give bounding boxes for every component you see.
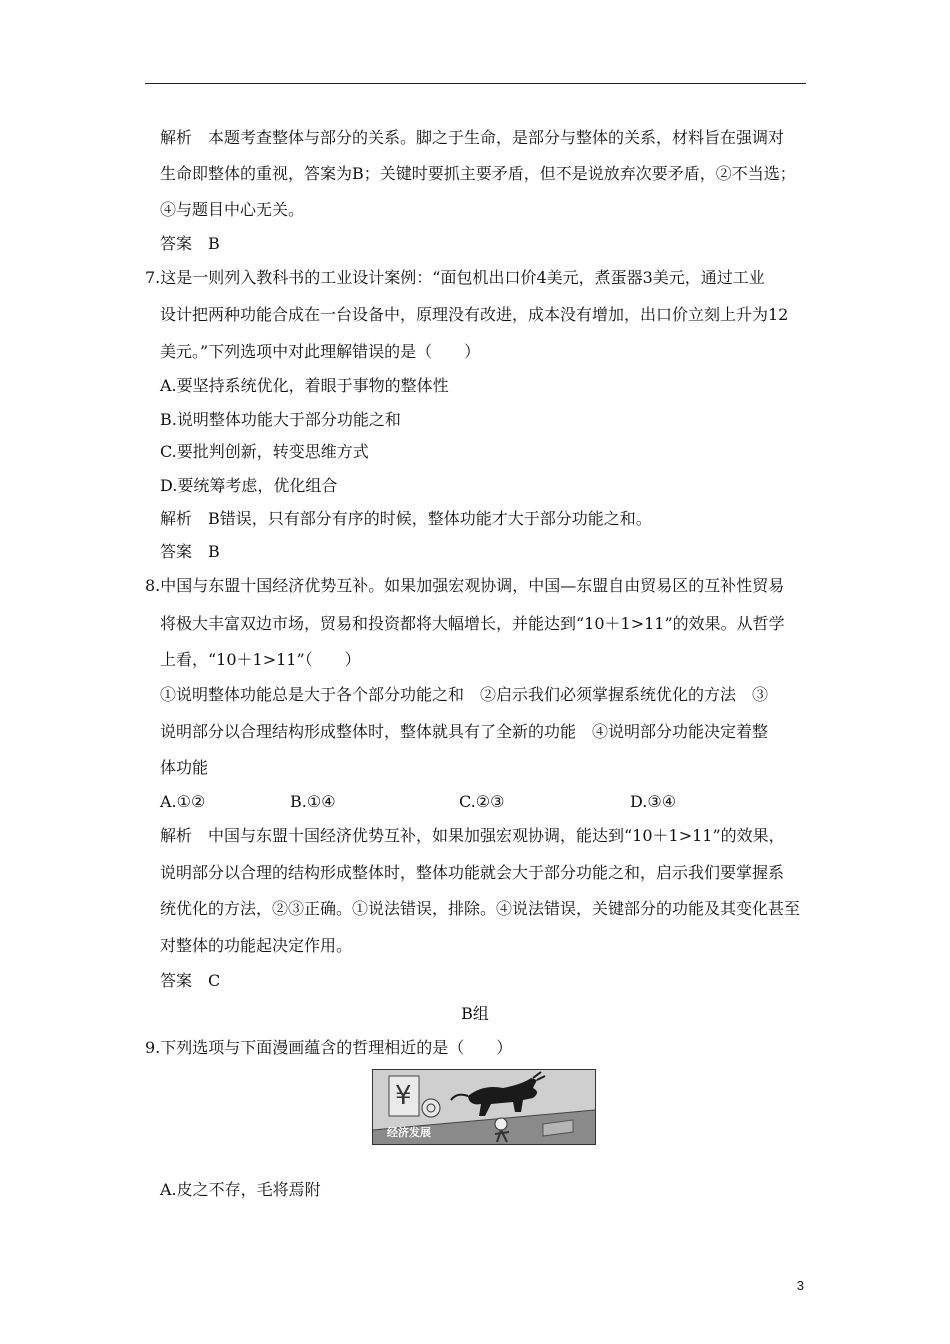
q8-statement-line-3: 体功能 <box>160 758 209 777</box>
q8-answer: 答案 C <box>160 971 221 990</box>
q7-stem-line-1: 7.这是一则列入教科书的工业设计案例：“面包机出口价4美元，煮蛋器3美元，通过工业 <box>145 268 765 287</box>
q8-statement-line-1: ①说明整体功能总是大于各个部分功能之和 ②启示我们必须掌握系统优化的方法 ③ <box>160 685 769 704</box>
q7-stem-line-2: 设计把两种功能合成在一台设备中，原理没有改进，成本没有增加，出口价立刻上升为12 <box>160 305 789 324</box>
q8-analysis-line-4: 对整体的功能起决定作用。 <box>160 936 353 955</box>
q8-analysis-line-1: 解析 中国与东盟十国经济优势互补，如果加强宏观协调，能达到“10＋1>11”的效果， <box>160 826 785 845</box>
q7-option-c: C.要批判创新，转变思维方式 <box>160 442 369 461</box>
q8-option-b: B.①④ <box>290 792 336 811</box>
q6-answer: 答案 B <box>160 234 220 253</box>
q8-analysis-line-3: 统优化的方法，②③正确。①说法错误，排除。④说法错误，关键部分的功能及其变化甚至 <box>160 899 801 918</box>
q7-stem-line-3: 美元。”下列选项中对此理解错误的是（ ） <box>160 342 481 361</box>
q7-option-a: A.要坚持系统优化，着眼于事物的整体性 <box>160 376 449 395</box>
q7-analysis: 解析 B错误，只有部分有序的时候，整体功能才大于部分功能之和。 <box>160 509 652 528</box>
q6-analysis-line-2: 生命即整体的重视，答案为B；关键时要抓主要矛盾，但不是说放弃次要矛盾，②不当选； <box>160 164 796 183</box>
q8-stem-line-3: 上看，“10＋1>11”（ ） <box>160 650 361 669</box>
q9-stem: 9.下列选项与下面漫画蕴含的哲理相近的是（ ） <box>145 1038 513 1057</box>
cartoon-image <box>372 1069 596 1145</box>
q6-analysis-line-1: 解析 本题考查整体与部分的关系。脚之于生命，是部分与整体的关系，材料旨在强调对 <box>160 128 785 147</box>
q6-analysis-line-3: ④与题目中心无关。 <box>160 200 305 219</box>
q7-option-d: D.要统筹考虑，优化组合 <box>160 476 338 495</box>
q7-answer: 答案 B <box>160 542 220 561</box>
cartoon-caption: 经济发展 <box>387 1126 431 1139</box>
q8-analysis-line-2: 说明部分以合理的结构形成整体时，整体功能就会大于部分功能之和，启示我们要掌握系 <box>160 863 785 882</box>
q8-stem-line-2: 将极大丰富双边市场，贸易和投资都将大幅增长，并能达到“10＋1>11”的效果。从哲学 <box>160 614 785 633</box>
q8-stem-line-1: 8.中国与东盟十国经济优势互补。如果加强宏观协调，中国—东盟自由贸易区的互补性贸易 <box>145 576 785 595</box>
q9-option-a: A.皮之不存，毛将焉附 <box>160 1180 321 1199</box>
header-rule <box>145 83 806 84</box>
q8-option-d: D.③④ <box>630 792 677 811</box>
q8-option-a: A.①② <box>160 792 206 811</box>
svg-text:¥: ¥ <box>395 1081 412 1111</box>
q7-option-b: B.说明整体功能大于部分功能之和 <box>160 410 401 429</box>
q8-statement-line-2: 说明部分以合理结构形成整体时，整体就具有了全新的功能 ④说明部分功能决定着整 <box>160 722 769 741</box>
group-b-heading: B组 <box>461 1004 489 1023</box>
q8-option-c: C.②③ <box>459 792 505 811</box>
page-number: 3 <box>796 1278 804 1293</box>
